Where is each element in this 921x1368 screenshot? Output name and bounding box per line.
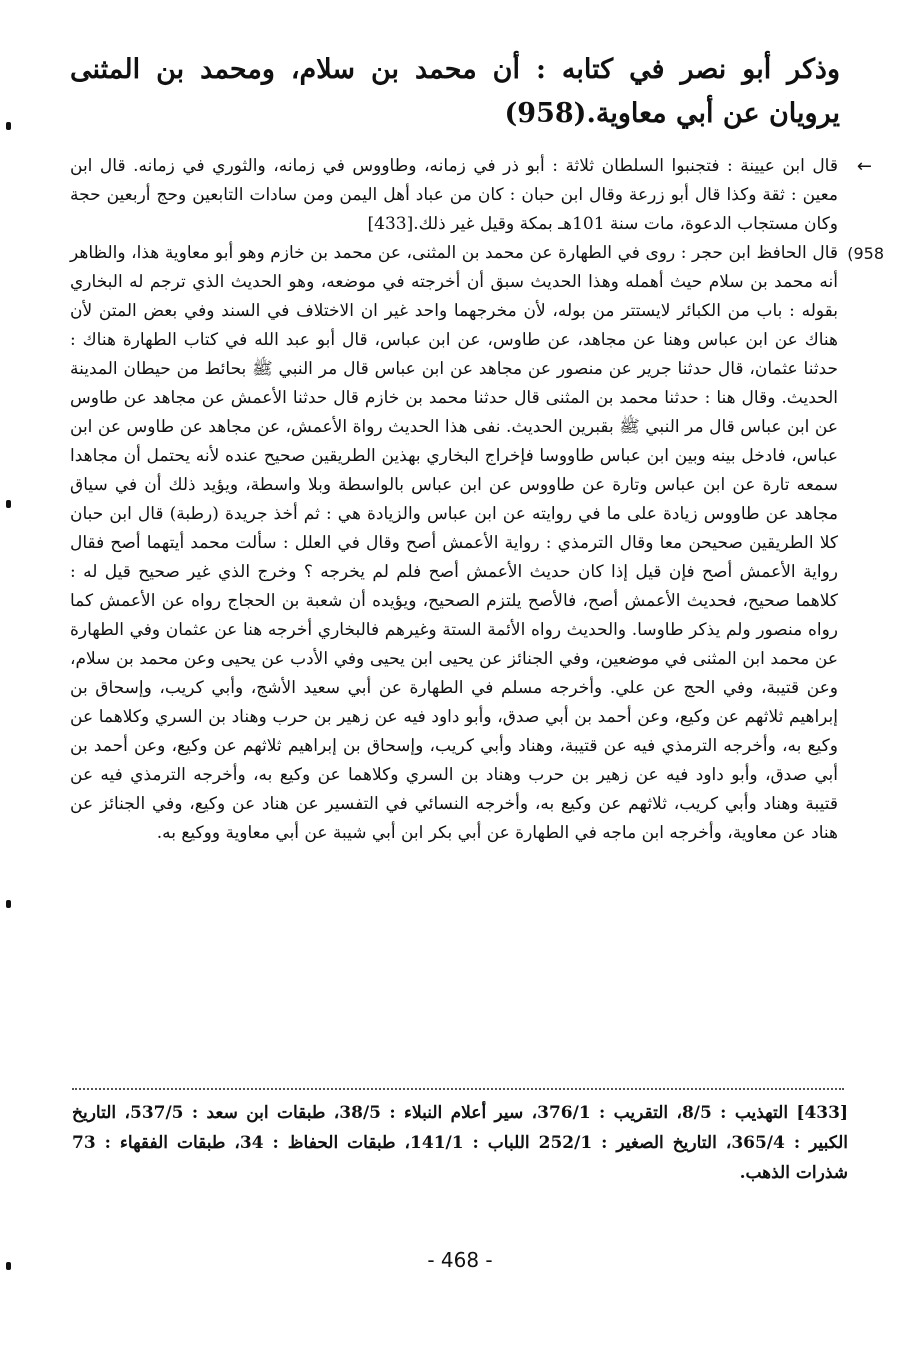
note-433 bbox=[70, 152, 872, 239]
scan-speck bbox=[6, 1262, 11, 1270]
footnote-references: [433] التهذيب : 8/5، التقريب : 376/1، سير أعلام النبلاء : 38/5، طبقات ابن سعد : 537/5، التاريخ الكبير : 365/4، التاريخ الصغير : 252/1 اللباب : 141/1، طبقات الحفاظ : 34، طبقات الفقهاء : 73 شذرات الذهب. bbox=[72, 1103, 848, 1183]
arrow-left-icon: ← bbox=[856, 156, 872, 177]
page-number: - 468 - bbox=[427, 1248, 493, 1272]
note-958 bbox=[70, 239, 884, 848]
scan-speck bbox=[6, 900, 11, 908]
note-433-text: قال ابن عيينة : فتجنبوا السلطان ثلاثة : أبو ذر في زمانه، وطاووس في زمانه، والثوري في زمانه. قال ابن معين : ثقة وكذا قال أبو زرعة وقال ابن حبان : كان من عباد أهل اليمن ومن سادات التابعين وحج أربعين حجة وكان مستجاب الدعوة، مات سنة 101هـ بمكة وقيل غير ذلك.[433] bbox=[70, 156, 838, 234]
note-958-text: قال الحافظ ابن حجر : روى في الطهارة عن محمد بن المثنى، عن محمد بن خازم وهو أبو معاوية هذا، والظاهر أنه محمد بن سلام حيث أهمله وهذا الحديث سبق أن أخرجته في موضعه، وهو الحديث الذي ترجم له البخاري بقوله : باب من الكبائر لايستتر من بوله، لأن مخرجهما واحد غير ان الاختلاف في السند وفي بعض المتن لأن هناك عن ابن عباس وهنا عن مجاهد، عن طاوس، عن ابن عباس، قال أبو عبد الله في كتاب الطهارة هناك : حدثنا عثمان، قال حدثنا جرير عن منصور عن مجاهد عن ابن عباس قال مر النبي ﷺ بحائط من حيطان المدينة الحديث. وقال هنا : حدثنا محمد بن المثنى قال حدثنا محمد بن خازم قال حدثنا الأعمش عن مجاهد عن طاوس عن ابن عباس قال مر النبي ﷺ بقبرين الحديث. نفى هذا الحديث رواة الأعمش، عن مجاهد عن طاوس عن ابن عباس، فادخل بينه وبين ابن عباس طاووسا فإخراج البخاري بهذين الطريقين صحيح عنده لأنه يحتمل أن مجاهدا سمعه تارة عن ابن عباس وتارة عن طاووس عن ابن عباس بالواسطة وبلا واسطة، ويؤيد ذلك أن في سياق مجاهد عن طاووس زيادة على ما في روايته عن ابن عباس والزيادة هي : ثم أخذ جريدة (رطبة) قال ابن حبان كلا الطريقين صحيحن معا وقال الترمذي : رواية الأعمش أصح وقال في العلل : سألت محمد أيتهما أصح فقال رواية الأعمش أصح فإن قيل إذا كان حديث الأعمش أصح فلم لم يخرجه ؟ وخرج الذي غير صحيح قيل له : كلاهما صحيح، فحديث الأعمش أصح، فالأصح يلتزم الصحيح، ويؤيده أن شعبة بن الحجاج رواه عن الأعمش كما رواه منصور ولم يذكر طاوسا. والحديث رواه الأئمة الستة وغيرهم فالبخاري أخرجه هنا عن عثمان وفي الطهارة عن محمد ابن المثنى في موضعين، وفي الجنائز عن يحيى ابن يحيى وفي الأدب عن يحيى وعن محمد بن سلام، وعن قتيبة، وفي الحج عن علي. وأخرجه مسلم في الطهارة عن أبي سعيد الأشج، وأبي كريب، وإسحاق بن إبراهيم ثلاثهم عن وكيع، وعن أحمد بن أبي صدق، وأبو داود فيه عن زهير بن حرب وهناد بن السري وكلاهما عن وكيع به، وأخرجه الترمذي فيه عن قتيبة، وهناد وأبي كريب، وإسحاق بن إبراهيم ثلاثهم عن وكيع، وعن أحمد بن أبي صدق، وأبو داود فيه عن زهير بن حرب وهناد بن السري وكلاهما عن وكيع به، وأخرجه الترمذي فيه عن قتيبة وهناد وأبي كريب، ثلاثهم عن وكيع به، وأخرجه النسائي في التفسير عن هناد عن وكيع، وفي الجنائز عن هناد عن معاوية، وأخرجه ابن ماجه في الطهارة عن أبي بكر ابن أبي شيبة عن أبي معاوية ووكيع به. bbox=[70, 243, 839, 843]
notes-body bbox=[70, 152, 884, 848]
scan-speck bbox=[6, 122, 11, 130]
heading-paragraph: وذكر أبو نصر في كتابه : أن محمد بن سلام، ومحمد بن المثنى يرويان عن أبي معاوية.(958) bbox=[70, 54, 840, 129]
footnote-divider bbox=[72, 1088, 844, 1090]
note-958-number: 958) bbox=[847, 244, 884, 263]
scan-speck bbox=[6, 500, 11, 508]
